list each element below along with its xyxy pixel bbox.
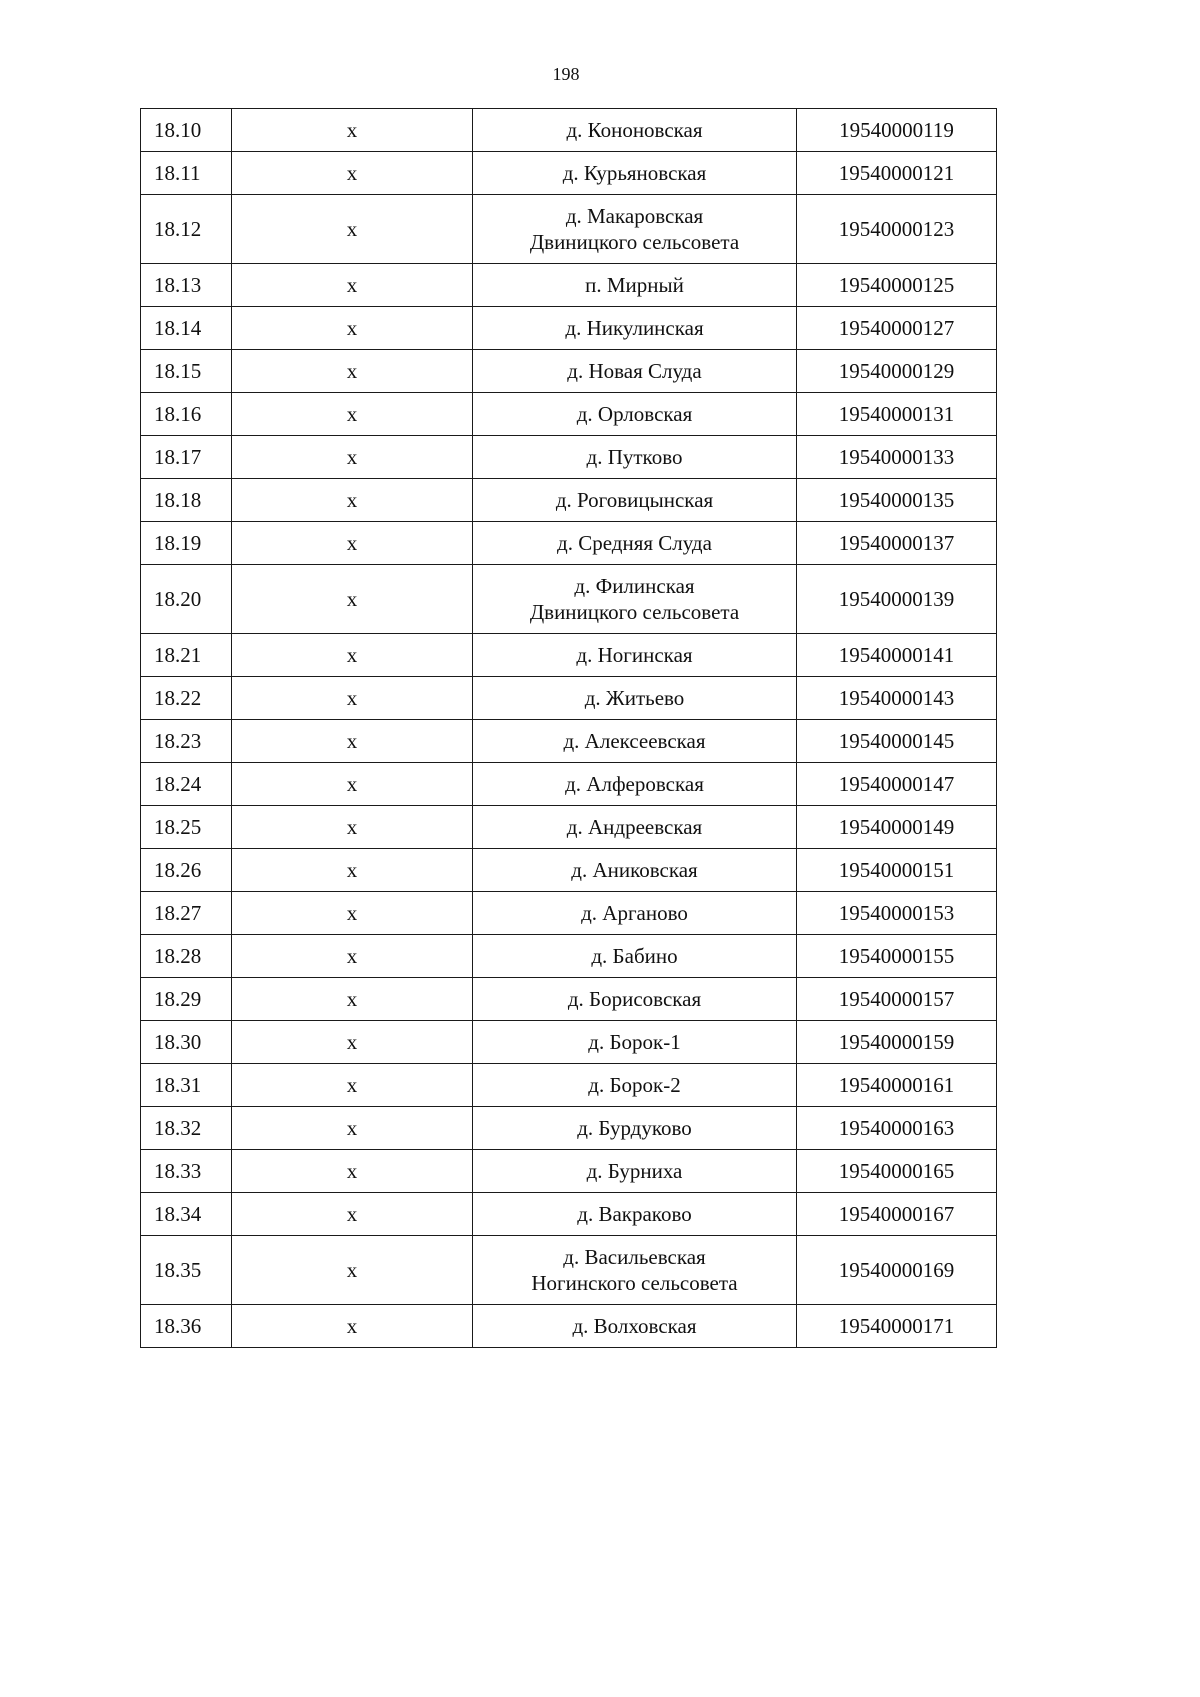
table-row	[141, 264, 997, 307]
table-row	[141, 109, 997, 152]
code-cell: 19540000169	[797, 1236, 997, 1305]
mark-cell: x	[232, 1021, 473, 1064]
code-cell: 19540000153	[797, 892, 997, 935]
code-cell: 19540000133	[797, 436, 997, 479]
mark-cell: x	[232, 1193, 473, 1236]
settlement-name-line: д. Бурниха	[586, 1159, 683, 1183]
settlement-name-line: д. Филинская	[574, 574, 695, 598]
settlement-name-line: д. Борок-1	[588, 1030, 681, 1054]
mark-cell: x	[232, 892, 473, 935]
code-cell: 19540000161	[797, 1064, 997, 1107]
settlement-name-line: д. Алексеевская	[563, 729, 706, 753]
mark-cell: x	[232, 849, 473, 892]
settlement-name-line: д. Путково	[586, 445, 683, 469]
code-cell: 19540000165	[797, 1150, 997, 1193]
row-number-cell: 18.23	[141, 720, 232, 763]
code-cell: 19540000137	[797, 522, 997, 565]
row-number-cell: 18.30	[141, 1021, 232, 1064]
settlement-name-line: д. Роговицынская	[555, 488, 714, 512]
settlement-name-line: д. Макаровская	[565, 204, 704, 228]
row-number-cell: 18.20	[141, 565, 232, 634]
settlement-name-line: Двиницкого сельсовета	[529, 230, 740, 254]
table-row	[141, 1236, 997, 1305]
code-cell: 19540000167	[797, 1193, 997, 1236]
row-number-cell: 18.34	[141, 1193, 232, 1236]
mark-cell: x	[232, 1305, 473, 1348]
code-cell: 19540000131	[797, 393, 997, 436]
table-body	[141, 109, 997, 1348]
row-number-cell: 18.18	[141, 479, 232, 522]
mark-cell: x	[232, 1064, 473, 1107]
mark-cell: x	[232, 195, 473, 264]
row-number-cell: 18.35	[141, 1236, 232, 1305]
settlement-name-line: д. Андреевская	[566, 815, 703, 839]
code-cell: 19540000135	[797, 479, 997, 522]
code-cell: 19540000143	[797, 677, 997, 720]
mark-cell: x	[232, 350, 473, 393]
row-number-cell: 18.16	[141, 393, 232, 436]
table-row	[141, 763, 997, 806]
settlement-name-line: д. Борок-2	[588, 1073, 681, 1097]
mark-cell: x	[232, 763, 473, 806]
settlement-name-line: д. Бурдуково	[577, 1116, 692, 1140]
mark-cell: x	[232, 436, 473, 479]
mark-cell: x	[232, 479, 473, 522]
row-number-cell: 18.12	[141, 195, 232, 264]
row-number-cell: 18.10	[141, 109, 232, 152]
mark-cell: x	[232, 1150, 473, 1193]
settlement-name-line: п. Мирный	[585, 273, 684, 297]
code-cell: 19540000121	[797, 152, 997, 195]
settlement-name-cell	[473, 1150, 797, 1193]
code-cell: 19540000147	[797, 763, 997, 806]
settlement-name-line: д. Никулинская	[565, 316, 704, 340]
settlement-name-cell	[473, 978, 797, 1021]
settlement-name-line: д. Васильевская	[563, 1245, 706, 1269]
settlement-name-cell	[473, 152, 797, 195]
table-row	[141, 892, 997, 935]
mark-cell: x	[232, 522, 473, 565]
mark-cell: x	[232, 677, 473, 720]
settlement-name-line: д. Орловская	[576, 402, 693, 426]
code-cell: 19540000129	[797, 350, 997, 393]
row-number-cell: 18.26	[141, 849, 232, 892]
settlement-name-line: д. Алферовская	[565, 772, 704, 796]
table-row	[141, 565, 997, 634]
row-number-cell: 18.22	[141, 677, 232, 720]
row-number-cell: 18.25	[141, 806, 232, 849]
settlements-table	[140, 108, 997, 1348]
table-row	[141, 152, 997, 195]
settlement-name-line: д. Кононовская	[566, 118, 703, 142]
table-row	[141, 677, 997, 720]
table-row	[141, 350, 997, 393]
code-cell: 19540000141	[797, 634, 997, 677]
mark-cell: x	[232, 1107, 473, 1150]
mark-cell: x	[232, 935, 473, 978]
settlement-name-cell	[473, 436, 797, 479]
code-cell: 19540000125	[797, 264, 997, 307]
settlement-name-cell	[473, 264, 797, 307]
mark-cell: x	[232, 978, 473, 1021]
mark-cell: x	[232, 1236, 473, 1305]
row-number-cell: 18.31	[141, 1064, 232, 1107]
settlement-name-cell	[473, 634, 797, 677]
code-cell: 19540000145	[797, 720, 997, 763]
table-row	[141, 720, 997, 763]
settlement-name-cell	[473, 849, 797, 892]
code-cell: 19540000151	[797, 849, 997, 892]
settlement-name-cell	[473, 565, 797, 634]
table-row	[141, 978, 997, 1021]
table-row	[141, 436, 997, 479]
settlement-name-cell	[473, 677, 797, 720]
settlement-name-cell	[473, 1064, 797, 1107]
code-cell: 19540000123	[797, 195, 997, 264]
mark-cell: x	[232, 720, 473, 763]
mark-cell: x	[232, 806, 473, 849]
settlement-name-cell	[473, 935, 797, 978]
table-row	[141, 1064, 997, 1107]
mark-cell: x	[232, 264, 473, 307]
settlement-name-line: д. Волховская	[572, 1314, 697, 1338]
code-cell: 19540000119	[797, 109, 997, 152]
settlement-name-cell	[473, 307, 797, 350]
settlement-name-line: д. Курьяновская	[562, 161, 707, 185]
table-row	[141, 307, 997, 350]
settlement-name-line: д. Борисовская	[567, 987, 702, 1011]
settlement-name-cell	[473, 393, 797, 436]
code-cell: 19540000159	[797, 1021, 997, 1064]
page-number: 198	[552, 64, 580, 84]
row-number-cell: 18.15	[141, 350, 232, 393]
settlement-name-line: Двиницкого сельсовета	[529, 600, 740, 624]
settlement-name-cell	[473, 720, 797, 763]
mark-cell: x	[232, 565, 473, 634]
row-number-cell: 18.29	[141, 978, 232, 1021]
mark-cell: x	[232, 393, 473, 436]
table-row	[141, 849, 997, 892]
settlement-name-line: д. Ногинская	[576, 643, 693, 667]
settlement-name-cell	[473, 1193, 797, 1236]
mark-cell: x	[232, 634, 473, 677]
settlement-name-cell	[473, 892, 797, 935]
table-row	[141, 935, 997, 978]
settlement-name-cell	[473, 350, 797, 393]
row-number-cell: 18.27	[141, 892, 232, 935]
row-number-cell: 18.24	[141, 763, 232, 806]
settlement-name-line: д. Житьево	[584, 686, 685, 710]
code-cell: 19540000139	[797, 565, 997, 634]
code-cell: 19540000163	[797, 1107, 997, 1150]
table-row	[141, 1021, 997, 1064]
row-number-cell: 18.33	[141, 1150, 232, 1193]
table-row	[141, 634, 997, 677]
code-cell: 19540000127	[797, 307, 997, 350]
settlement-name-line: д. Аниковская	[571, 858, 698, 882]
table-row	[141, 1107, 997, 1150]
row-number-cell: 18.19	[141, 522, 232, 565]
table-row	[141, 479, 997, 522]
code-cell: 19540000171	[797, 1305, 997, 1348]
table-row	[141, 393, 997, 436]
code-cell: 19540000157	[797, 978, 997, 1021]
code-cell: 19540000155	[797, 935, 997, 978]
row-number-cell: 18.36	[141, 1305, 232, 1348]
mark-cell: x	[232, 307, 473, 350]
row-number-cell: 18.21	[141, 634, 232, 677]
settlement-name-cell	[473, 763, 797, 806]
table-row	[141, 522, 997, 565]
settlement-name-cell	[473, 109, 797, 152]
settlement-name-cell	[473, 479, 797, 522]
mark-cell: x	[232, 109, 473, 152]
settlement-name-line: д. Средняя Слуда	[557, 531, 712, 555]
row-number-cell: 18.32	[141, 1107, 232, 1150]
settlement-name-line: д. Вакраково	[577, 1202, 692, 1226]
settlement-name-cell	[473, 1305, 797, 1348]
row-number-cell: 18.17	[141, 436, 232, 479]
row-number-cell: 18.28	[141, 935, 232, 978]
table-row	[141, 1193, 997, 1236]
settlement-name-cell	[473, 1236, 797, 1305]
code-cell: 19540000149	[797, 806, 997, 849]
table-row	[141, 1305, 997, 1348]
settlement-name-line: д. Бабино	[591, 944, 678, 968]
table-row	[141, 806, 997, 849]
settlement-name-line: д. Новая Слуда	[567, 359, 702, 383]
row-number-cell: 18.11	[141, 152, 232, 195]
row-number-cell: 18.14	[141, 307, 232, 350]
settlement-name-line: Ногинского сельсовета	[531, 1271, 738, 1295]
mark-cell: x	[232, 152, 473, 195]
row-number-cell: 18.13	[141, 264, 232, 307]
settlement-name-line: д. Арганово	[581, 901, 688, 925]
table-row	[141, 1150, 997, 1193]
settlement-name-cell	[473, 806, 797, 849]
settlement-name-cell	[473, 1021, 797, 1064]
settlement-name-cell	[473, 1107, 797, 1150]
table-row	[141, 195, 997, 264]
settlement-name-cell	[473, 195, 797, 264]
settlement-name-cell	[473, 522, 797, 565]
